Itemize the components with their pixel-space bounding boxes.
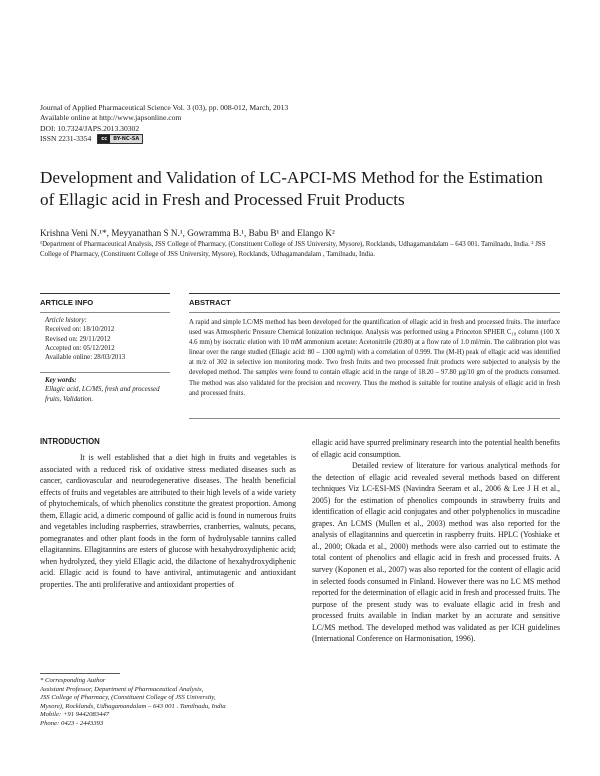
journal-issn: ISSN 2231-3354 bbox=[40, 134, 92, 144]
corresponding-line-1: Assistant Professor, Department of Pharmaceutical Analysis, bbox=[40, 685, 204, 693]
introduction-right-column bbox=[312, 437, 560, 645]
introduction-heading: INTRODUCTION bbox=[40, 437, 100, 446]
introduction-paragraph-1: It is well established that a diet high in fruits and vegetables is associated with a reduced risk of oxidative stress mediated diseases such as cancer, cardiovascular and neurodegenerative diseases. The health beneficial effects of fruits and vegetables are attributed to their high levels of a wide variety of phytochemicals, of which phenolics constitute the greatest proportion. Among them, Ellagic acid, a dimeric compound of gallic acid is found in numerous fruits and vegetables including raspberries, strawberries, cranberries, walnuts, pecans, pomegranates and other plant foods in the form of hydrolysable tannins called ellagitannins. Ellagitannins are esters of glucose with hexahydroxydiphenic acid; when hydrolyzed, they yield Ellagic acid, the dilactone of hexahydroxydiphenic acid. Ellagic acid is found to have antiviral, antimutagenic and antioxidant properties. The anti proliferative and antioxidant properties of bbox=[40, 453, 296, 590]
abstract-heading: ABSTRACT bbox=[189, 293, 560, 313]
journal-doi[interactable]: DOI: 10.7324/JAPS.2013.30302 bbox=[40, 123, 140, 133]
introduction-paragraph-2: Detailed review of literature for various analytical methods for the detection of ellagic acid revealed several methods based on different techniques Viz LC-ESI-MS (Navindra Seeram et al., 2006 & Lee J H et al., 2005) for the estimation of phenolics compounds in strawberry fruits and identification of ellagic acid conjugates and other polyphenolics in muscadine grapes. An LCMS (Mullen et al., 2003) method was also reported for the analysis of ellagitannins and quercetin in raspberry fruits. HPLC (Yoshiake et al., 2000; Okada et al., 2000) methods were also carried out to estimate the total content of phenolics and ellagic acid in fresh and processed fruits. A survey (Koponen et al., 2007) was also reported for the content of ellagic acid in selected foods consumed in Finland. However there was no LC MS method reported for the determination of ellagic acid in fresh and processed fruits. The purpose of the present study was to evaluate ellagic acid in fresh and processed fruits available in Indian market by an accurate and sensitive LC/MS method. The developed method was validated as per ICH guidelines (International Conference on Harmonisation, 1996). bbox=[312, 461, 560, 644]
footnote-divider bbox=[40, 673, 120, 674]
issn-row bbox=[40, 134, 370, 144]
keywords-label: Key words: bbox=[45, 377, 77, 384]
corresponding-line-3: Mysore), Rocklands, Udhagamandalam – 643 001 . Tamilnadu, India bbox=[40, 702, 226, 710]
corresponding-phone: Phone: 0423 - 2443393 bbox=[40, 719, 104, 727]
introduction-left-column bbox=[40, 452, 296, 591]
available-online-date: Available online: 28/03/2013 bbox=[45, 354, 126, 362]
cc-logo-icon: cc bbox=[98, 135, 110, 143]
journal-citation: Journal of Applied Pharmaceutical Science Vol. 3 (03), pp. 008-012, March, 2013 bbox=[40, 103, 289, 112]
history-label: Article history: bbox=[45, 317, 87, 324]
article-title: Development and Validation of LC-APCI-MS Method for the Estimation of Ellagic acid in Fresh and Processed Fruit Products bbox=[40, 168, 543, 209]
journal-availability[interactable]: Available online at http://www.japsonline.com bbox=[40, 113, 182, 123]
introduction-continuation: ellagic acid have spurred preliminary research into the potential health benefits of ellagic acid consumption. bbox=[312, 438, 560, 459]
article-authors: Krishna Veni N.¹*, Meyyanathan S N.¹, Gowramma B.¹, Babu B¹ and Elango K² bbox=[40, 228, 335, 238]
received-date: Received on: 18/10/2012 bbox=[45, 326, 115, 334]
corresponding-author-footnote bbox=[40, 673, 296, 729]
keywords-box bbox=[40, 372, 170, 404]
article-info-heading: ARTICLE INFO bbox=[40, 293, 170, 313]
author-affiliations: ¹Department of Pharmaceutical Analysis, JSS College of Pharmacy, (Constituent College of JSS University, Mysore), Rocklands, Udhagamandalam – 643 001. Tamilnadu, India. ² JSS College of Pharmacy, (Constituent College of JSS University, Mysore), Rocklands, Udhagamandalam , Tamilnadu, India. bbox=[40, 241, 546, 259]
article-history bbox=[45, 316, 175, 362]
abstract-text: A rapid and simple LC/MS method has been developed for the quantification of ellagic acid in fresh and processed fruits. The interface used was Atmospheric Pressure Chemical Ionization technique. Analysis was performed using a Princeton SPHER C₁₈ column (100 X 4.6 mm) by isocratic elution with 10 mM ammonium acetate: Acetonitrile (20:80) at a flow rate of 1.0 ml/min. The calibration plot was linear over the range studied (Ellagic acid: 80 – 1300 ng/ml) with a correlation of 0.999. The (M-H) peak of ellagic acid was identified at m/z of 302 in selective ion monitoring mode. Two fresh fruits and two processed fruit products were subjected to analysis by the developed method. The samples were found to contain ellagic acid in the range of 18.20 – 97.80 µg/10 gm of the products consumed. The method was also validated for the precision and recovery. Thus the method is suitable for routine analysis of ellagic acid in fresh and processed fruits. bbox=[189, 319, 560, 397]
accepted-date: Accepted on: 05/12/2012 bbox=[45, 344, 115, 352]
abstract-divider bbox=[189, 418, 560, 419]
corresponding-mobile: Mobile: +91 9442083447 bbox=[40, 711, 110, 719]
corresponding-label: * Corresponding Author bbox=[40, 677, 106, 684]
creative-commons-badge[interactable] bbox=[97, 134, 143, 144]
journal-header bbox=[40, 103, 370, 145]
revised-date: Revised on: 29/11/2012 bbox=[45, 335, 111, 343]
corresponding-line-2: JSS College of Pharmacy, (Constituent College of JSS University, bbox=[40, 694, 216, 702]
cc-license-label: BY-NC-SA bbox=[113, 136, 140, 143]
keywords-text: Ellagic acid, LC/MS, fresh and processed fruits, Validation. bbox=[45, 386, 160, 403]
